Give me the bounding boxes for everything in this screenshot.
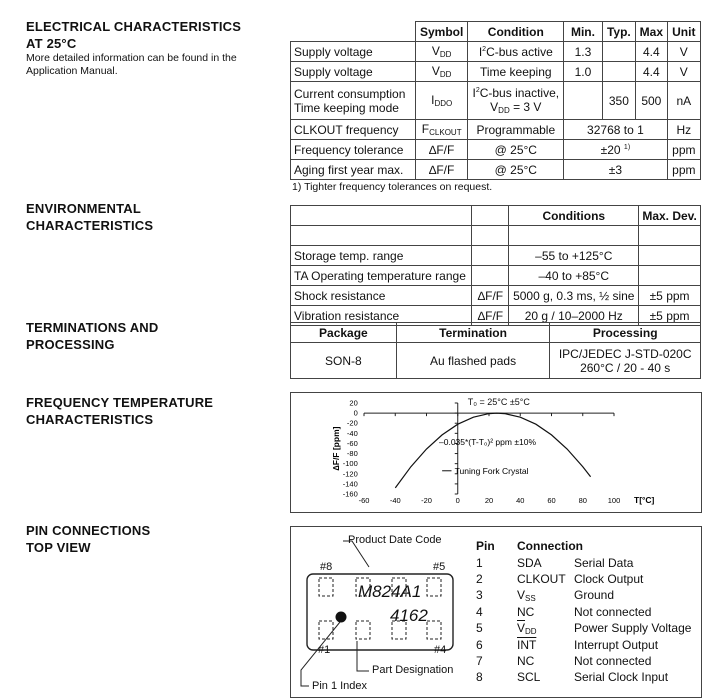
table-row: 8 SCL Serial Clock Input: [476, 670, 669, 685]
part-designation-label: Part Designation: [372, 664, 454, 676]
y-tick-label: -160: [342, 489, 358, 499]
x-tick-label: 60: [547, 496, 556, 505]
electrical-title: ELECTRICAL CHARACTERISTICS AT 25°C: [26, 19, 242, 51]
table-header-row: Pin Connection: [476, 539, 583, 554]
legend-label: Tuning Fork Crystal: [454, 465, 529, 476]
table-row: SON-8 Au flashed pads IPC/JEDEC J-STD-020C 260°C / 20 - 40 s: [291, 343, 701, 379]
formula-annotation: –0.035*(T-T₀)² ppm ±10%: [439, 436, 537, 447]
table-row: Storage temp. range –55 to +125°C: [291, 246, 701, 266]
electrical-description: More detailed information can be found in the Application Manual.: [26, 52, 237, 77]
y-tick-label: -120: [342, 469, 358, 479]
pad-5: [427, 578, 441, 596]
y-tick-label: 20: [349, 398, 358, 408]
table-row: 2 CLKOUT Clock Output: [476, 571, 644, 586]
x-tick-label: -60: [358, 496, 370, 505]
y-tick-label: -80: [346, 449, 358, 459]
table-row: Current consumption Time keeping mode $I_{DDO}$ $I^2C$-bus inactive, $V_{DD} = 3$ V 350 500 nA: [291, 82, 701, 120]
table-row: CLKOUT frequency $F_{CLKOUT}$ Programmable 32768 to 1 Hz: [291, 120, 701, 140]
leader-part: [357, 641, 369, 671]
pin4-label: #4: [434, 644, 447, 656]
pad-4: [427, 621, 441, 639]
pin1-label: #1: [318, 644, 331, 656]
table-row: 4 NC Not connected: [476, 604, 652, 619]
table-row: Shock resistance ∆F/F 5000 g, 0.3 ms, ½ sine ±5 ppm: [291, 286, 701, 306]
table-row: Supply voltage $V_{DD}$ Time keeping 1.0 4.4 V: [291, 62, 701, 82]
y-axis-label: ∆F/F [ppm]: [331, 426, 341, 471]
product-date-code-label: Product Date Code: [348, 534, 442, 546]
chart-title: T₀ = 25°C ±5°C: [467, 397, 530, 407]
table-header-row: Symbol Condition Min. Typ. Max Unit: [291, 22, 701, 42]
y-tick-label: -20: [346, 418, 358, 428]
x-tick-label: 0: [455, 496, 460, 505]
x-tick-label: 40: [516, 496, 525, 505]
table-row: 6 $\overline{INT}$ Interrupt Output: [476, 637, 659, 652]
table-row: Frequency tolerance ∆F/F @ 25°C ±20 $^{1)}$ ppm: [291, 140, 701, 160]
x-tick-label: 20: [484, 496, 494, 505]
table-row: 7 NC Not connected: [476, 653, 652, 668]
x-tick-label: 100: [607, 496, 621, 505]
pad-1: [319, 621, 333, 639]
table-header-row: Package Termination Processing: [291, 323, 701, 343]
marking-line2: 4162: [390, 606, 428, 625]
y-tick-label: -60: [346, 438, 358, 448]
terminations-title: TERMINATIONS AND PROCESSING: [26, 320, 159, 352]
x-tick-label: 80: [578, 496, 587, 505]
pin-table: [476, 538, 704, 686]
environmental-title: ENVIRONMENTAL CHARACTERISTICS: [26, 201, 154, 233]
table-row: 1 SDA Serial Data: [476, 555, 634, 570]
table-row: Supply voltage $V_{DD}$ $I^2C$-bus active 1.3 4.4 V: [291, 42, 701, 62]
pin1-dot: [336, 612, 347, 623]
table-row: Aging first year max. ∆F/F @ 25°C ±3 ppm: [291, 160, 701, 180]
frequency-title: FREQUENCY TEMPERATURE CHARACTERISTICS: [26, 395, 214, 427]
table-row: 3 $V_{SS}$ Ground: [476, 587, 615, 603]
table-row: 5 $\overline{V}_{DD}$ Power Supply Voltage: [476, 620, 692, 636]
pin5-label: #5: [433, 561, 446, 573]
pin1-index-label: Pin 1 Index: [312, 680, 368, 692]
x-tick-label: -40: [389, 496, 401, 505]
table-header-row: Conditions Max. Dev.: [291, 206, 701, 226]
pad-2: [356, 621, 370, 639]
x-axis-label: T[°C]: [634, 495, 655, 505]
y-tick-label: -100: [342, 459, 358, 469]
y-tick-label: -40: [346, 428, 358, 438]
pin8-label: #8: [320, 561, 333, 573]
pins-title: PIN CONNECTIONS TOP VIEW: [26, 523, 151, 555]
footnote: 1) Tighter frequency tolerances on request.: [292, 181, 493, 193]
x-tick-label: -20: [421, 496, 432, 505]
table-row: Vibration resistance ∆F/F 20 g / 10–2000 Hz ±5 ppm: [291, 306, 701, 326]
y-tick-label: 0: [353, 408, 358, 418]
pad-8: [319, 578, 333, 596]
y-tick-label: -140: [342, 479, 358, 489]
marking-line1: M824A1: [358, 582, 422, 601]
table-row: TA Operating temperature range –40 to +85°C: [291, 266, 701, 286]
